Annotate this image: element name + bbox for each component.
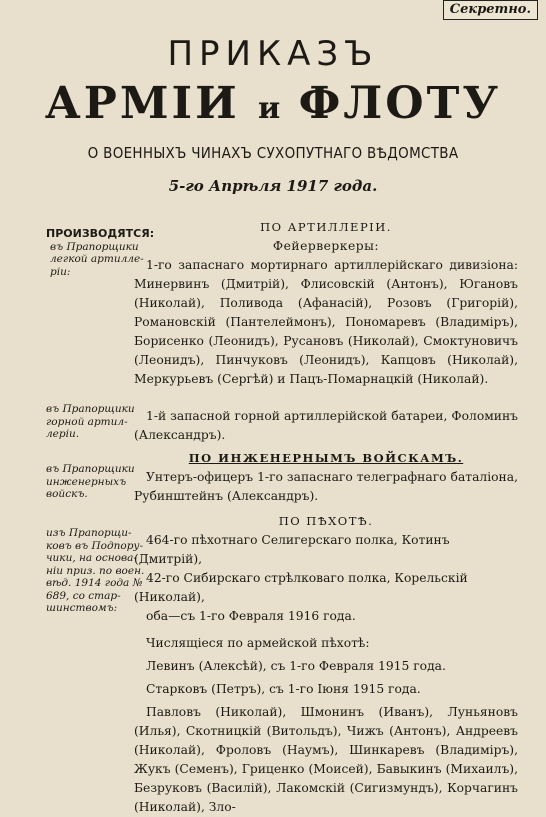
secret-stamp: Секретно. <box>443 0 538 20</box>
margin-text: въ Прапорщики инженерныхъ войскъ. <box>46 463 135 500</box>
army-fleet-title <box>0 78 546 129</box>
section-artillery: ПО АРТИЛЛЕРІИ. <box>260 220 392 234</box>
fleet-word: ФЛОТУ <box>298 78 502 129</box>
subsection-fireworkers: Фейерверкеры: <box>272 239 380 253</box>
order-title: ПРИКАЗЪ <box>167 34 379 74</box>
body-text <box>134 218 518 817</box>
army-word: АРМІИ <box>44 78 240 129</box>
paragraph-levin: Левинъ (Алексѣй), съ 1-го Февраля 1915 года. <box>146 659 446 673</box>
paragraph-starkov: Старковъ (Петръ), съ 1-го Іюня 1915 года. <box>146 682 421 696</box>
subsection-army-infantry: Числящіеся по армейской пѣхотѣ: <box>146 636 370 650</box>
margin-note-light-artillery <box>46 227 155 278</box>
margin-text: въ Прапорщики горной артил-леріи. <box>46 403 135 440</box>
margin-text: въ Прапорщики легкой артилле-ріи: <box>50 240 144 278</box>
section-engineers: ПО ИНЖЕНЕРНЫМЪ ВОЙСКАМЪ. <box>188 451 464 465</box>
order-date: 5-го Апрѣля 1917 года. <box>168 177 378 195</box>
and-word: и <box>258 91 281 126</box>
margin-text: изъ Прапорщи-ковъ въ Подпору-чики, на основа-ніи приз. по воен. вѣд. 1914 года № 689, со стар-шинствомъ: <box>46 527 145 614</box>
margin-note-mountain-artillery <box>46 403 146 441</box>
margin-heading: ПРОИЗВОДЯТСЯ: <box>46 227 155 240</box>
paragraph-name-list: Павловъ (Николай), Шмонинъ (Иванъ), Луньяновъ (Илья), Скотницкій (Витольдъ), Чижъ (Антонъ), Андреевъ (Николай), Фроловъ (Наумъ), Шинкаревъ (Владиміръ), Жукъ (Семенъ), Гриценко (Моисей), Бавыкинъ (Михаилъ), Безруковъ (Василій), Лакомскій (Сигизмундъ), Корчагинъ (Николай), Зло- <box>134 705 518 814</box>
paragraph-engineers: Унтеръ-офицеръ 1-го запаснаго телеграфнаго баталіона, Рубинштейнъ (Александръ). <box>134 470 518 503</box>
subtitle: О ВОЕННЫХЪ ЧИНАХЪ СУХОПУТНАГО ВѢДОМСТВА <box>87 144 459 162</box>
paragraph-mountain-artillery: 1-й запасной горной артиллерійской батареи, Фоломинъ (Александръ). <box>134 409 518 442</box>
margin-note-engineers <box>46 463 146 501</box>
paragraph-infantry-3: оба—съ 1-го Февраля 1916 года. <box>146 609 356 623</box>
margin-note-promotion <box>46 527 146 615</box>
section-infantry: ПО ПѢХОТѢ. <box>278 514 374 528</box>
paragraph-infantry-2: 42-го Сибирскаго стрѣлковаго полка, Корельскій (Николай), <box>134 571 468 604</box>
paragraph-light-artillery: 1-го запаснаго мортирнаго артиллерійскаго дивизіона: Минервинъ (Дмитрій), Флисовскій (Антонъ), Югановъ (Николай), Поливода (Афанасій), Розовъ (Григорій), Романовскій (Пантелеймонъ), Пономаревъ (Владиміръ), Борисенко (Леонидъ), Русановъ (Николай), Смоктуновичъ (Леонидъ), Пинчуковъ (Леонидъ), Капцовъ (Николай), Меркурьевъ (Сергѣй) и Пацъ-Помарнацкій (Николай). <box>134 258 518 386</box>
paragraph-infantry-1: 464-го пѣхотнаго Селигерскаго полка, Котинъ (Дмитрій), <box>134 533 450 566</box>
